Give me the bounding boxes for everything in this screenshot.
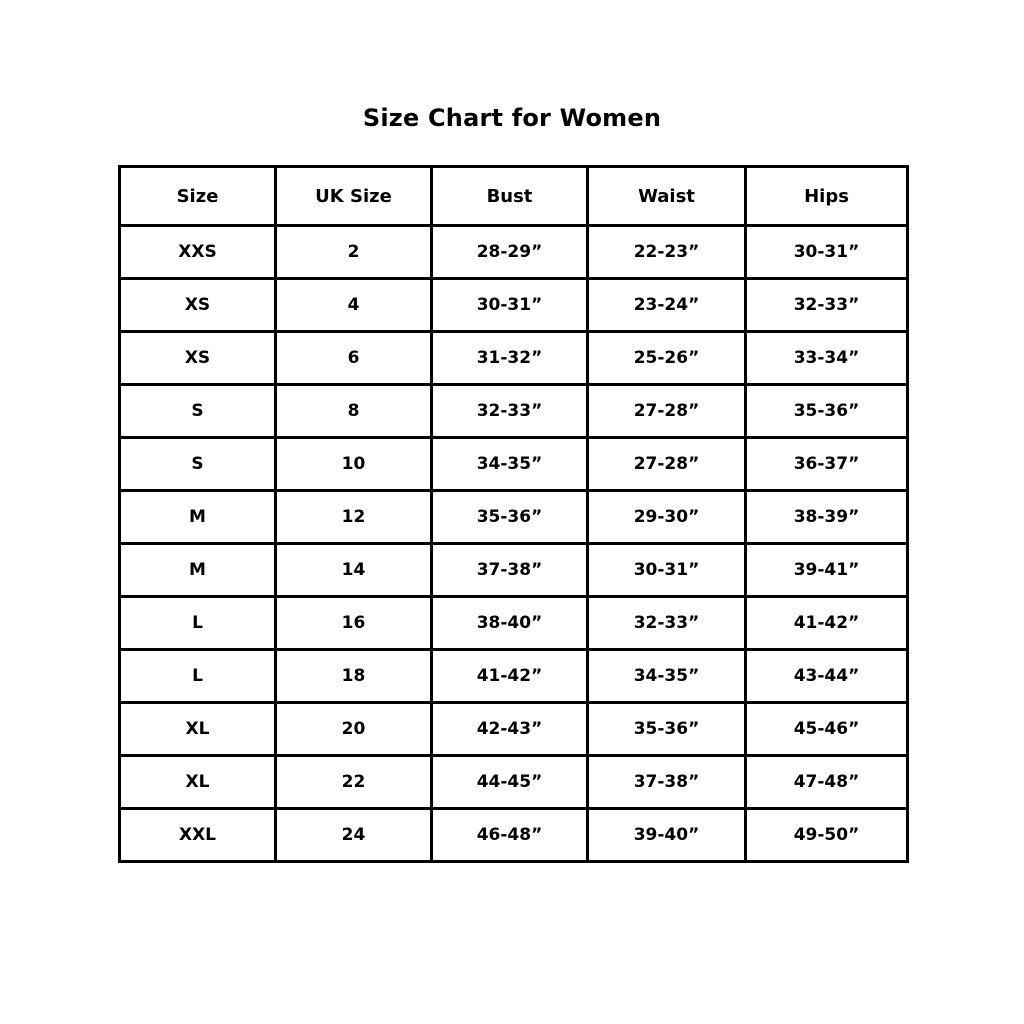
table-row	[120, 332, 908, 385]
cell-hips: 38-39”	[746, 491, 908, 544]
cell-uk-size: 4	[276, 279, 432, 332]
table-row	[120, 703, 908, 756]
cell-bust: 37-38”	[432, 544, 588, 597]
cell-hips: 45-46”	[746, 703, 908, 756]
cell-hips: 43-44”	[746, 650, 908, 703]
cell-hips: 39-41”	[746, 544, 908, 597]
table-row	[120, 650, 908, 703]
size-chart-table-wrapper	[118, 165, 906, 863]
cell-waist: 39-40”	[588, 809, 746, 862]
table-row	[120, 597, 908, 650]
cell-size: M	[120, 544, 276, 597]
cell-hips: 41-42”	[746, 597, 908, 650]
cell-hips: 36-37”	[746, 438, 908, 491]
cell-uk-size: 10	[276, 438, 432, 491]
cell-hips: 47-48”	[746, 756, 908, 809]
cell-bust: 38-40”	[432, 597, 588, 650]
cell-waist: 32-33”	[588, 597, 746, 650]
cell-uk-size: 16	[276, 597, 432, 650]
column-header-size: Size	[120, 167, 276, 226]
cell-bust: 46-48”	[432, 809, 588, 862]
page-title: Size Chart for Women	[362, 104, 662, 132]
cell-size: M	[120, 491, 276, 544]
cell-uk-size: 6	[276, 332, 432, 385]
cell-waist: 27-28”	[588, 438, 746, 491]
cell-waist: 27-28”	[588, 385, 746, 438]
cell-uk-size: 8	[276, 385, 432, 438]
cell-uk-size: 22	[276, 756, 432, 809]
cell-size: XS	[120, 279, 276, 332]
cell-size: L	[120, 597, 276, 650]
table-header-row	[120, 167, 908, 226]
cell-hips: 49-50”	[746, 809, 908, 862]
cell-bust: 28-29”	[432, 226, 588, 279]
cell-bust: 34-35”	[432, 438, 588, 491]
table-row	[120, 279, 908, 332]
cell-bust: 44-45”	[432, 756, 588, 809]
column-header-hips: Hips	[746, 167, 908, 226]
table-row	[120, 491, 908, 544]
cell-size: XXS	[120, 226, 276, 279]
column-header-uk-size: UK Size	[276, 167, 432, 226]
table-row	[120, 756, 908, 809]
cell-waist: 30-31”	[588, 544, 746, 597]
cell-size: XXL	[120, 809, 276, 862]
cell-waist: 25-26”	[588, 332, 746, 385]
cell-size: L	[120, 650, 276, 703]
cell-waist: 37-38”	[588, 756, 746, 809]
size-chart-table	[118, 165, 909, 863]
table-row	[120, 809, 908, 862]
cell-bust: 32-33”	[432, 385, 588, 438]
cell-size: S	[120, 385, 276, 438]
cell-bust: 41-42”	[432, 650, 588, 703]
cell-size: XL	[120, 703, 276, 756]
cell-uk-size: 2	[276, 226, 432, 279]
table-row	[120, 438, 908, 491]
cell-uk-size: 14	[276, 544, 432, 597]
cell-uk-size: 12	[276, 491, 432, 544]
table-row	[120, 226, 908, 279]
cell-waist: 29-30”	[588, 491, 746, 544]
cell-hips: 30-31”	[746, 226, 908, 279]
cell-waist: 34-35”	[588, 650, 746, 703]
cell-size: S	[120, 438, 276, 491]
cell-bust: 30-31”	[432, 279, 588, 332]
cell-uk-size: 20	[276, 703, 432, 756]
cell-bust: 31-32”	[432, 332, 588, 385]
cell-bust: 35-36”	[432, 491, 588, 544]
cell-hips: 33-34”	[746, 332, 908, 385]
cell-waist: 23-24”	[588, 279, 746, 332]
cell-hips: 32-33”	[746, 279, 908, 332]
table-row	[120, 385, 908, 438]
cell-waist: 35-36”	[588, 703, 746, 756]
cell-hips: 35-36”	[746, 385, 908, 438]
cell-uk-size: 24	[276, 809, 432, 862]
table-row	[120, 544, 908, 597]
cell-waist: 22-23”	[588, 226, 746, 279]
cell-uk-size: 18	[276, 650, 432, 703]
cell-size: XL	[120, 756, 276, 809]
column-header-waist: Waist	[588, 167, 746, 226]
column-header-bust: Bust	[432, 167, 588, 226]
cell-bust: 42-43”	[432, 703, 588, 756]
cell-size: XS	[120, 332, 276, 385]
